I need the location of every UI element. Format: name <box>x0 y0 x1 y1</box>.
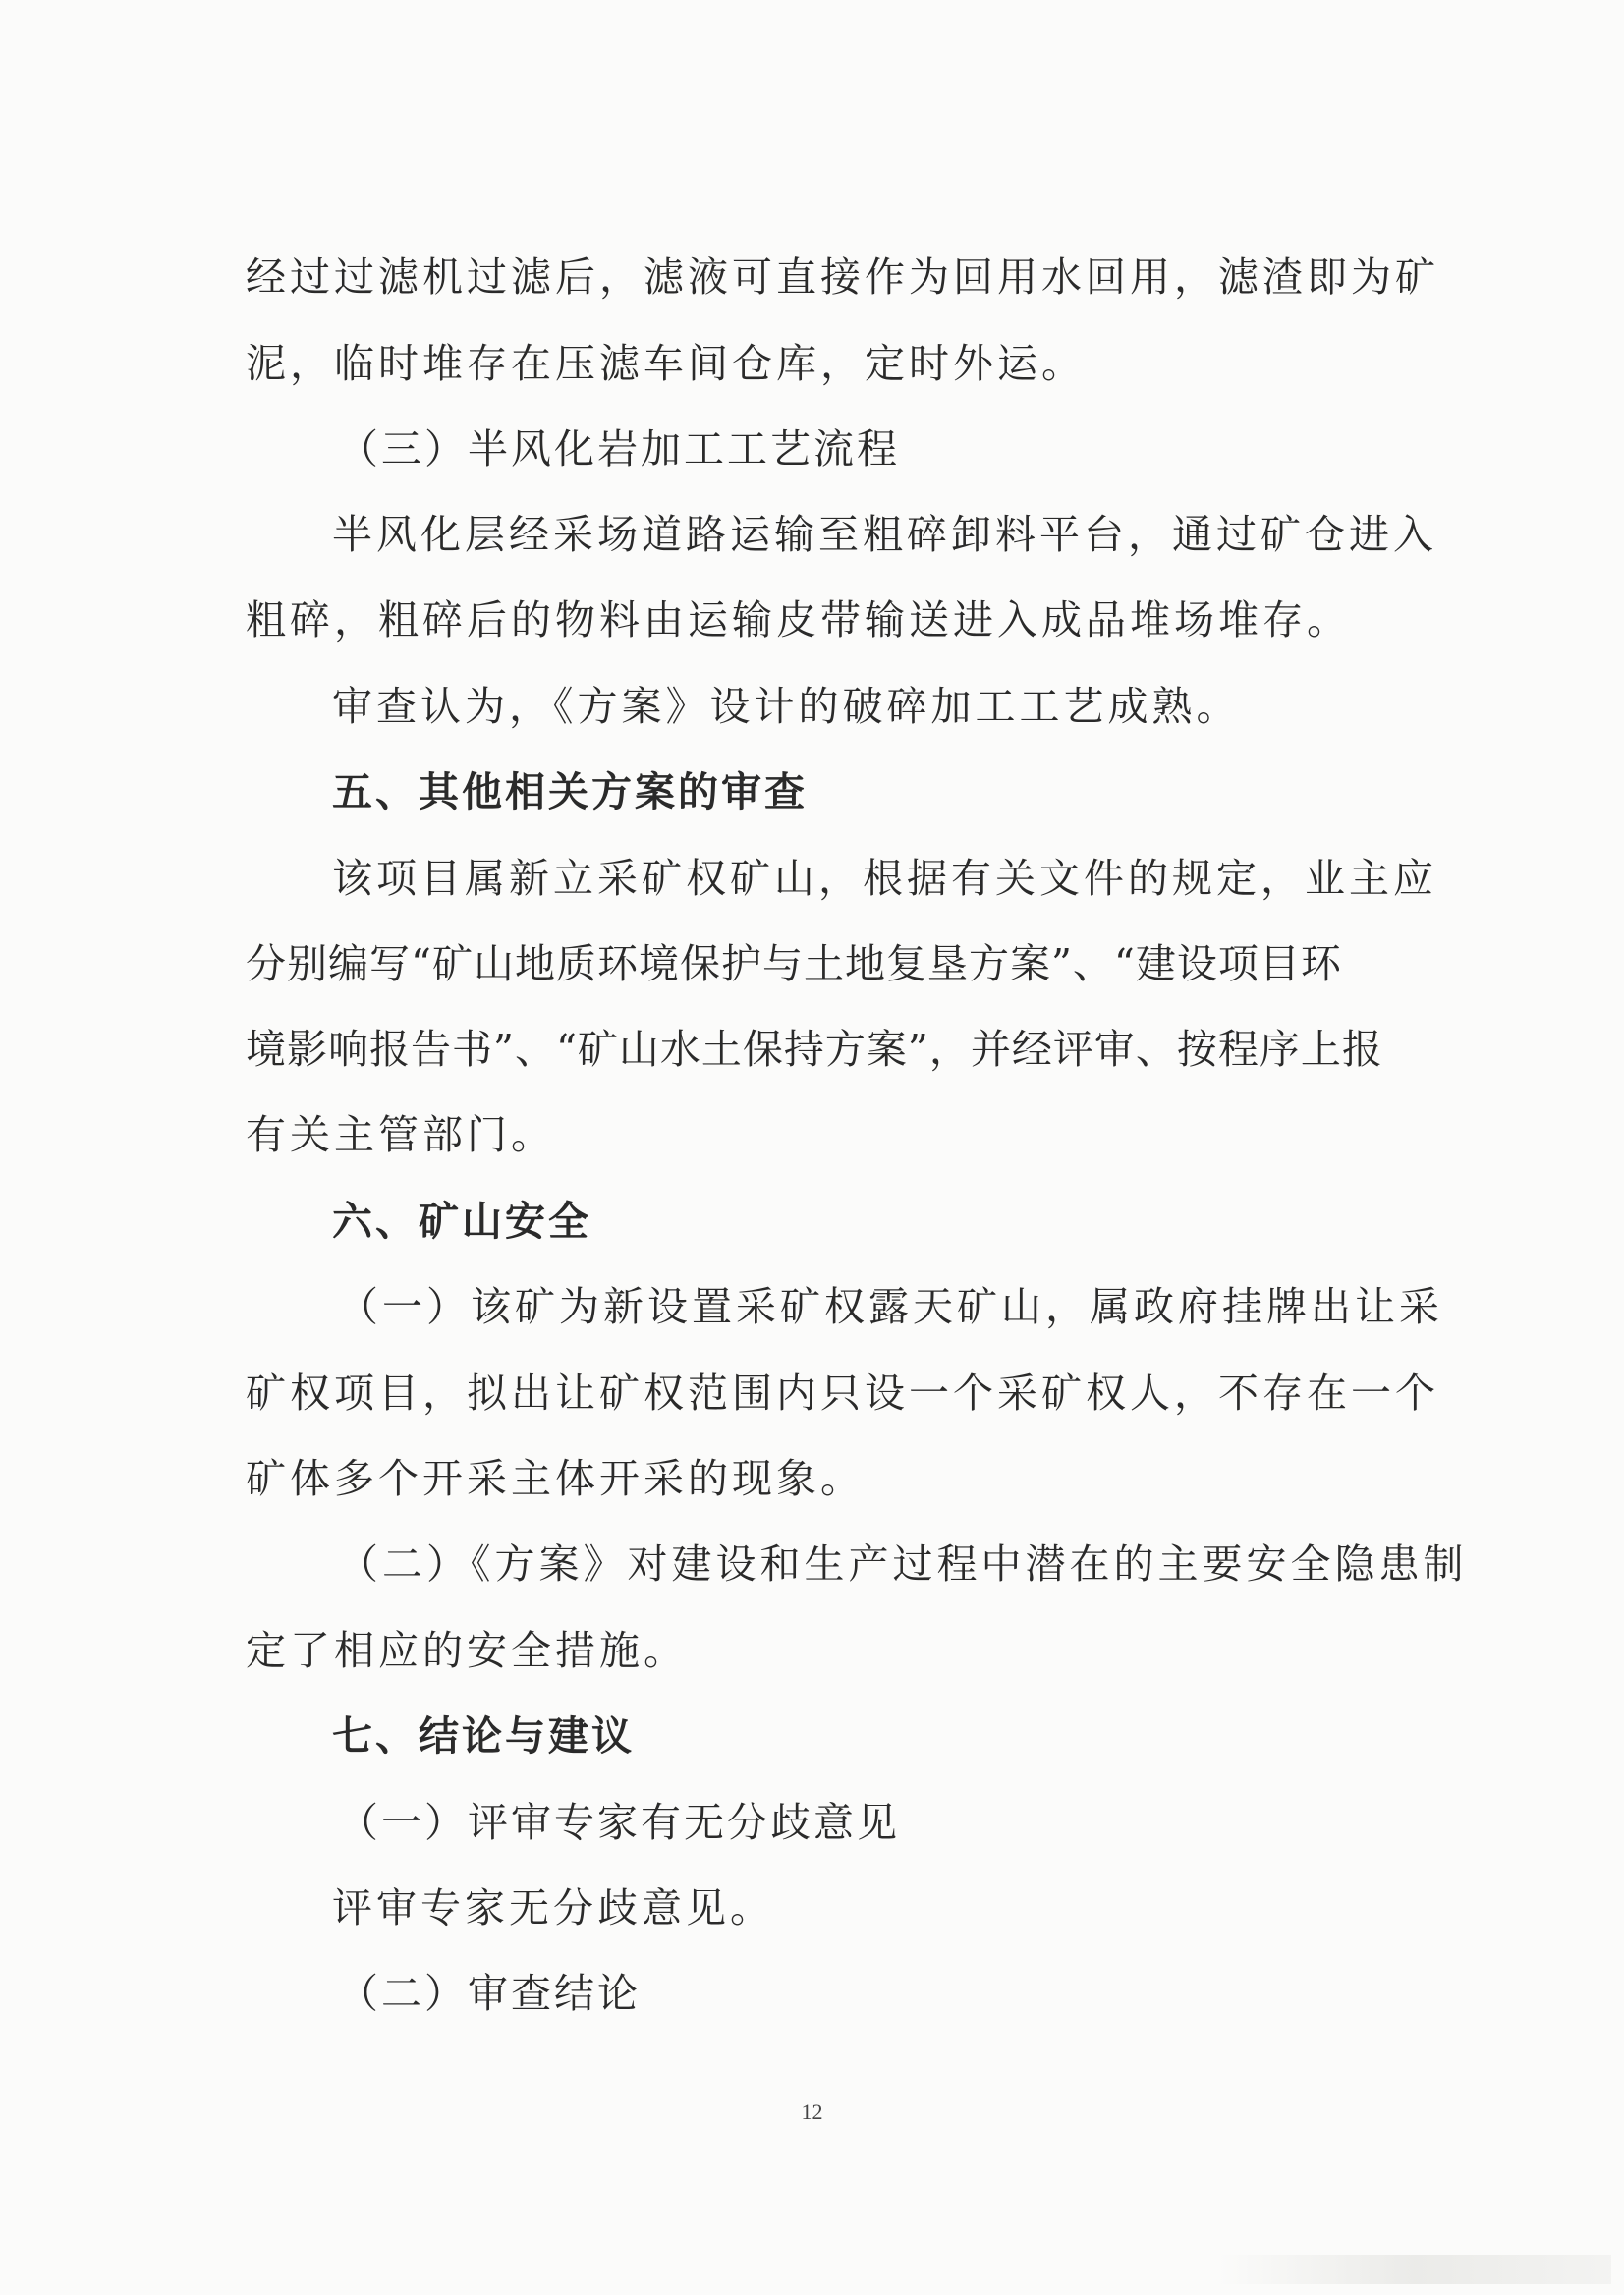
paragraph-line: 评审专家无分歧意见。 <box>332 1884 774 1931</box>
section-heading: 五、其他相关方案的审查 <box>332 768 808 815</box>
paragraph-line: （二）《方案》对建设和生产过程中潜在的主要安全隐患制 <box>338 1540 1468 1588</box>
paragraph-line: 半风化层经采场道路运输至粗碎卸料平台，通过矿仓进入 <box>332 511 1437 558</box>
section-subheading: （三）半风化岩加工工艺流程 <box>338 425 900 473</box>
paragraph-line: （一）该矿为新设置采矿权露天矿山，属政府挂牌出让采 <box>338 1283 1443 1330</box>
paragraph-line: 该项目属新立采矿权矿山，根据有关文件的规定，业主应 <box>332 855 1437 902</box>
section-subheading: （一）评审专家有无分歧意见 <box>338 1799 900 1846</box>
paragraph-line: 审查认为，《方案》设计的破碎加工工艺成熟。 <box>332 683 1241 730</box>
paragraph-line: 经过过滤机过滤后，滤液可直接作为回用水回用，滤渣即为矿 <box>246 253 1439 301</box>
paragraph-line: 定了相应的安全措施。 <box>246 1627 688 1674</box>
paragraph-line: 泥，临时堆存在压滤车间仓库，定时外运。 <box>246 340 1086 387</box>
paragraph-line: 矿体多个开采主体开采的现象。 <box>246 1455 865 1502</box>
paragraph-line: 矿权项目，拟出让矿权范围内只设一个采矿权人，不存在一个 <box>246 1370 1439 1417</box>
paragraph-line: 有关主管部门。 <box>246 1111 555 1158</box>
scan-artifact <box>1218 2255 1611 2284</box>
section-subheading: （二）审查结论 <box>338 1970 641 2017</box>
paragraph-line: 分别编写“矿山地质环境保护与土地复垦方案”、“建设项目环 <box>246 940 1342 987</box>
section-heading: 七、结论与建议 <box>332 1712 635 1760</box>
paragraph-line: 境影响报告书”、“矿山水土保持方案”，并经评审、按程序上报 <box>246 1026 1383 1073</box>
paragraph-line: 粗碎，粗碎后的物料由运输皮带输送进入成品堆场堆存。 <box>246 596 1351 644</box>
page-number: 12 <box>801 2099 823 2124</box>
section-heading: 六、矿山安全 <box>332 1198 591 1245</box>
